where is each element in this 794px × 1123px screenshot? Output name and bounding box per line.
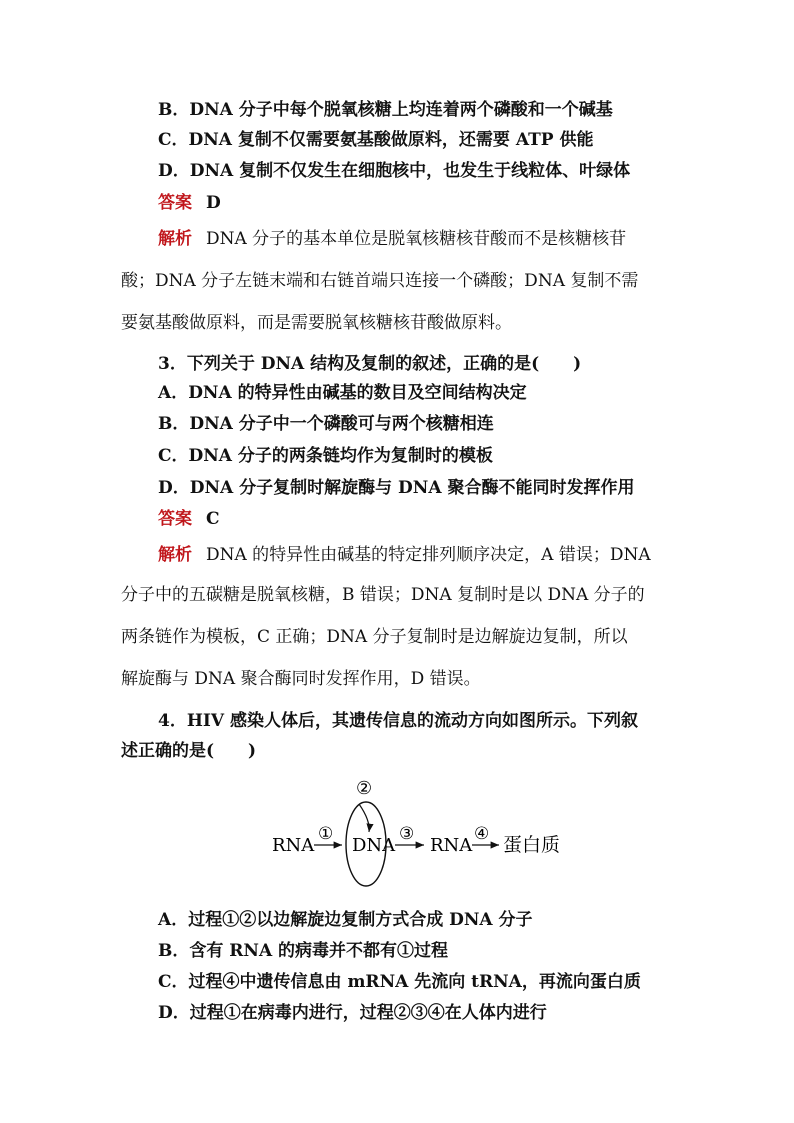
analysis-label: 解析 bbox=[158, 229, 192, 249]
q4-option-c: C．过程④中遗传信息由 mRNA 先流向 tRNA，再流向蛋白质 bbox=[158, 972, 641, 992]
node-protein: 蛋白质 bbox=[503, 834, 561, 856]
node-rna-2: RNA bbox=[430, 835, 473, 856]
q3-option-c: C．DNA 分子的两条链均作为复制时的模板 bbox=[158, 446, 493, 466]
answer-value: D bbox=[206, 193, 221, 213]
answer-label: 答案 bbox=[158, 193, 192, 213]
q2-option-b: B．DNA 分子中每个脱氧核糖上均连着两个磷酸和一个碱基 bbox=[158, 100, 613, 120]
node-rna-1: RNA bbox=[272, 835, 315, 856]
q3-option-b: B．DNA 分子中一个磷酸可与两个核糖相连 bbox=[158, 414, 494, 434]
q3-stem: 3．下列关于 DNA 结构及复制的叙述，正确的是( ) bbox=[158, 354, 582, 374]
answer-label: 答案 bbox=[158, 509, 192, 529]
q4-stem-line-1: 4．HIV 感染人体后，其遗传信息的流动方向如图所示。下列叙 bbox=[158, 711, 638, 731]
q2-analysis-line-2: 酸；DNA 分子左链末端和右链首端只连接一个磷酸；DNA 复制不需 bbox=[121, 271, 639, 291]
q3-answer-line bbox=[158, 507, 220, 531]
analysis-label: 解析 bbox=[158, 545, 192, 565]
analysis-text: DNA 分子的基本单位是脱氧核糖核苷酸而不是核糖核苷 bbox=[206, 229, 627, 249]
process-3-label: ③ bbox=[399, 824, 415, 844]
node-dna: DNA bbox=[352, 835, 396, 856]
analysis-text: DNA 的特异性由碱基的特定排列顺序决定，A 错误；DNA bbox=[206, 545, 651, 565]
q2-answer-line bbox=[158, 191, 221, 215]
process-1-label: ① bbox=[318, 824, 334, 844]
q3-analysis-line-2: 分子中的五碳糖是脱氧核糖，B 错误；DNA 复制时是以 DNA 分子的 bbox=[121, 585, 645, 605]
q2-option-c: C．DNA 复制不仅需要氨基酸做原料，还需要 ATP 供能 bbox=[158, 130, 594, 150]
q4-option-a: A．过程①②以边解旋边复制方式合成 DNA 分子 bbox=[158, 910, 533, 930]
q2-option-d: D．DNA 复制不仅发生在细胞核中，也发生于线粒体、叶绿体 bbox=[158, 161, 631, 181]
process-4-label: ④ bbox=[474, 824, 490, 844]
q3-analysis-line-4: 解旋酶与 DNA 聚合酶同时发挥作用，D 错误。 bbox=[121, 669, 481, 689]
q2-analysis-line-1 bbox=[158, 227, 718, 251]
q3-analysis-line-1 bbox=[158, 543, 718, 567]
answer-value: C bbox=[206, 509, 220, 529]
q3-option-a: A．DNA 的特异性由碱基的数目及空间结构决定 bbox=[158, 383, 527, 403]
q4-option-b: B．含有 RNA 的病毒并不都有①过程 bbox=[158, 941, 449, 961]
q4-option-d: D．过程①在病毒内进行，过程②③④在人体内进行 bbox=[158, 1003, 547, 1023]
q3-analysis-line-3: 两条链作为模板，C 正确；DNA 分子复制时是边解旋边复制，所以 bbox=[121, 627, 628, 647]
q4-stem-line-2: 述正确的是( ) bbox=[121, 741, 257, 761]
loop-arrow bbox=[359, 804, 369, 832]
q2-analysis-line-3: 要氨基酸做原料，而是需要脱氧核糖核苷酸做原料。 bbox=[121, 313, 512, 333]
genetic-info-flow-diagram bbox=[262, 774, 582, 894]
q3-option-d: D．DNA 分子复制时解旋酶与 DNA 聚合酶不能同时发挥作用 bbox=[158, 478, 635, 498]
process-2-label: ② bbox=[356, 778, 373, 799]
